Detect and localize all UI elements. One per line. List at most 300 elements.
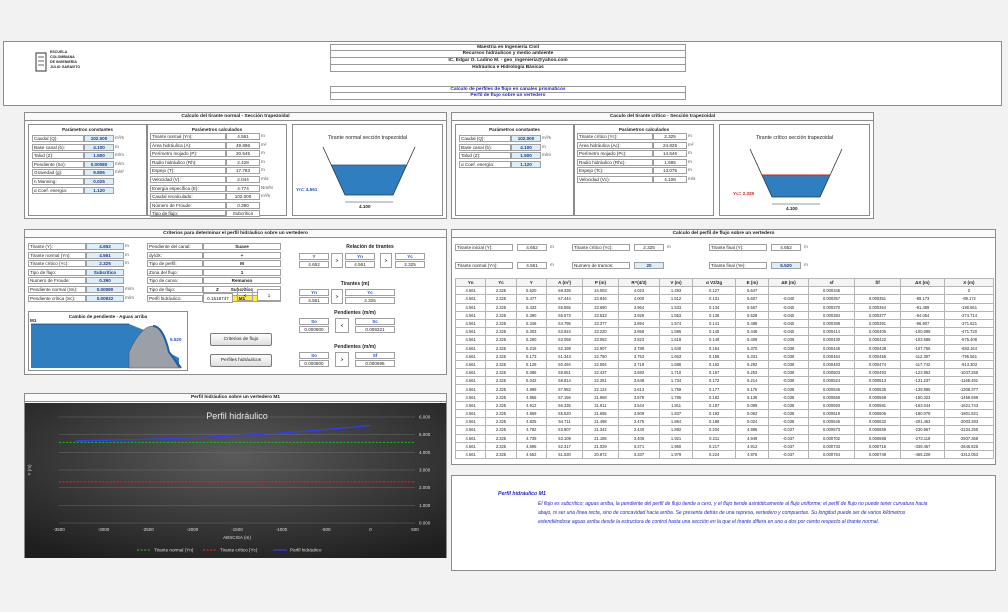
y-tick-label: 1.000: [419, 502, 431, 508]
profile-field-value[interactable]: 20: [634, 262, 664, 269]
param-label: Perímetro mojado (P):: [150, 150, 226, 157]
table-cell: 57.156: [546, 393, 582, 401]
table-cell: -1621.743: [944, 401, 993, 409]
param-value[interactable]: 1.120: [511, 161, 541, 168]
table-cell: 2.325: [486, 352, 516, 360]
rel-compare: >: [331, 253, 343, 268]
y-tick-label: 6.000: [419, 414, 431, 420]
table-cell: 5.260: [516, 336, 546, 344]
param-label: Radio hidráulico (Rh):: [150, 159, 226, 166]
param-label: Velocidad (V):: [150, 176, 226, 183]
profile-field-unit: m: [804, 244, 808, 249]
param-unit: m³/s: [542, 135, 551, 140]
table-cell: 53.109: [546, 434, 582, 442]
param-value[interactable]: 102.000: [511, 135, 541, 142]
column-header: Yc: [486, 279, 516, 287]
table-cell: 1.759: [660, 385, 693, 393]
logo-line: JULIO GARAVITO: [50, 65, 81, 69]
param-value: 2.044: [226, 176, 260, 183]
table-cell: 4.561: [456, 434, 486, 442]
criteria-label: Pendiente normal (Sn):: [28, 286, 86, 293]
table-cell: -0.037: [769, 450, 809, 458]
table-cell: 0.198: [692, 418, 736, 426]
table-cell: 54.711: [546, 418, 582, 426]
table-cell: -913.303: [944, 360, 993, 368]
param-value[interactable]: 1.500: [84, 152, 114, 159]
table-cell: 0.141: [692, 319, 736, 327]
table-cell: 0.145: [692, 328, 736, 336]
table-cell: 5.409: [736, 336, 769, 344]
param-value[interactable]: 1.120: [84, 187, 114, 194]
criteria-value: 0.00932: [86, 295, 124, 302]
profile-field-value: 4.561: [517, 262, 547, 269]
table-cell: -0.040: [769, 328, 809, 336]
table-cell: 21.029: [583, 442, 619, 450]
table-cell: 2.325: [486, 434, 516, 442]
table-cell: 21.811: [583, 401, 619, 409]
table-cell: 4.561: [456, 410, 486, 418]
table-cell: 0.000377: [854, 311, 900, 319]
profile-field-unit: m: [550, 244, 554, 249]
table-cell: -0.038: [769, 385, 809, 393]
table-row: [456, 328, 994, 336]
table-cell: 0.000503: [809, 369, 855, 377]
profile-field-label: Tirante final (Ye):: [709, 262, 767, 269]
param-unit: m/s²: [115, 169, 124, 175]
column-header: α V2/2g: [692, 279, 736, 287]
x-tick-label: 500: [411, 527, 419, 532]
column-header: Yn: [456, 279, 486, 287]
table-cell: 1.950: [660, 442, 693, 450]
normal-calculated-box: [147, 124, 287, 216]
param-label: Talud (Z):: [32, 152, 84, 159]
param-value[interactable]: 102.000: [84, 135, 114, 142]
param-unit: [260, 210, 274, 217]
table-cell: 0.000430: [809, 336, 855, 344]
table-cell: 21.498: [583, 418, 619, 426]
param-unit: m: [688, 133, 692, 138]
table-cell: 1.837: [660, 410, 693, 418]
tir-value-yc: 2.325: [345, 297, 395, 304]
table-cell: 0.000733: [809, 442, 855, 450]
table-cell: 59.651: [546, 369, 582, 377]
table-row: [456, 311, 994, 319]
tir-head-yn: Yn: [299, 289, 329, 296]
param-label: Perímetro mojado (Pc):: [577, 150, 653, 157]
table-cell: 5.214: [736, 377, 769, 385]
note-panel: [451, 475, 996, 571]
criteria-label: Tipo de curva:: [147, 277, 203, 284]
table-cell: 53.907: [546, 426, 582, 434]
table-cell: 0.000455: [854, 352, 900, 360]
criteria-result: 1: [203, 269, 281, 276]
table-cell: 3.929: [618, 311, 660, 319]
table-row: [456, 393, 994, 401]
table-cell: -465.228: [900, 450, 944, 458]
table-cell: 4.561: [456, 311, 486, 319]
table-cell: 4.986: [736, 426, 769, 434]
criteria-label: Perfil hidráulico:: [147, 295, 203, 302]
table-cell: 0.000364: [854, 303, 900, 311]
table-cell: 20.872: [583, 450, 619, 458]
table-cell: 0.131: [692, 295, 736, 303]
table-cell: 0.000581: [854, 401, 900, 409]
table-cell: 4.023: [618, 287, 660, 295]
sheet-subtitle: Calculo de perfiles de flujo en canales prismaticos: [330, 86, 686, 93]
table-cell: 5.528: [736, 311, 769, 319]
param-label: Espejo (T):: [150, 167, 226, 174]
table-cell: -0.037: [769, 426, 809, 434]
criteria-label: dy/dX:: [147, 252, 203, 259]
criteria-label: Tirante normal (Yn):: [28, 252, 86, 259]
table-row: [456, 450, 994, 458]
param-unit: [260, 202, 274, 209]
table-cell: 0.000446: [809, 344, 855, 352]
criteria-result: +: [203, 252, 281, 259]
table-cell: 0.000524: [809, 377, 855, 385]
table-cell: -0.039: [769, 369, 809, 377]
table-cell: 0.149: [692, 336, 736, 344]
rel-value-yc: 2.325: [395, 261, 425, 268]
param-value[interactable]: 4.100: [511, 144, 541, 151]
section-title: Parámetros calculados: [618, 127, 670, 132]
x-tick-label: 0: [369, 527, 372, 532]
profile-chart: [25, 403, 446, 558]
table-cell: 1.663: [660, 352, 693, 360]
table-cell: -1037.255: [944, 369, 993, 377]
table-cell: 2.325: [486, 311, 516, 319]
param-value[interactable]: 4.100: [84, 144, 114, 151]
logo-line: ESCUELA: [50, 50, 68, 54]
table-cell: 0.000702: [809, 434, 855, 442]
pend2-value-so: 0.000800: [299, 360, 329, 367]
table-cell: 4.561: [456, 385, 486, 393]
table-cell: 67.444: [546, 295, 582, 303]
table-cell: 5.607: [736, 295, 769, 303]
table-cell: 22.594: [583, 360, 619, 368]
criteria-value: 2.325: [86, 260, 124, 267]
profile-field-label: Tirante normal (Yn):: [455, 262, 513, 269]
logo-line: COLOMBIANA: [50, 55, 75, 59]
tirantes-title: Tirantes (m): [340, 281, 370, 287]
table-cell: 2.325: [486, 450, 516, 458]
figure-title: Tirante crítico sección trapezoidal: [755, 135, 834, 141]
profile-field-value: 2.325: [634, 244, 664, 251]
param-value[interactable]: 9.806: [84, 169, 114, 176]
table-cell: 0.000422: [854, 336, 900, 344]
table-cell: 5.099: [736, 401, 769, 409]
table-cell: 60.494: [546, 360, 582, 368]
header-line: Hidráulica e Hidrología Básicas: [330, 65, 686, 72]
table-cell: -1458.699: [944, 393, 993, 401]
param-value: 20.545: [226, 150, 260, 157]
pend1-compare: <: [335, 318, 349, 333]
table-cell: 1.640: [660, 344, 693, 352]
table-cell: 4.561: [456, 377, 486, 385]
table-cell: 4.561: [456, 328, 486, 336]
table-cell: -0.037: [769, 434, 809, 442]
criteria-label: Pendiente del canal:: [147, 243, 203, 250]
criteria-unit: m: [125, 243, 129, 248]
table-cell: -0.038: [769, 401, 809, 409]
criteria-result: Suave: [203, 243, 281, 250]
table-cell: 3.371: [618, 442, 660, 450]
table-cell: -94.054: [900, 311, 944, 319]
table-cell: -0.040: [769, 295, 809, 303]
table-cell: -0.038: [769, 418, 809, 426]
table-cell: 4.999: [516, 385, 546, 393]
table-cell: 4.949: [736, 434, 769, 442]
table-cell: 0.187: [692, 401, 736, 409]
table-cell: 0.000558: [854, 393, 900, 401]
section-title: Parámetros constantes: [489, 127, 540, 132]
y-axis-label: Y (m): [27, 464, 32, 476]
param-value: 24.825: [653, 142, 687, 149]
table-cell: -274.714: [944, 311, 993, 319]
criteria-panel: [24, 229, 447, 375]
table-cell: 2.325: [486, 393, 516, 401]
param-value: 0.390: [226, 202, 260, 209]
table-cell: -2507.368: [944, 434, 993, 442]
profile-field-label: Tirante inicial (Y):: [455, 244, 513, 251]
table-cell: -180.661: [944, 303, 993, 311]
table-cell: 5.176: [736, 385, 769, 393]
column-header: Y: [516, 279, 546, 287]
table-cell: 0.000391: [854, 319, 900, 327]
param-unit: m²: [688, 141, 694, 147]
normal-section-figure: [292, 124, 443, 216]
table-cell: 0.158: [692, 352, 736, 360]
param-label: α Coef. energía:: [32, 187, 84, 194]
table-cell: 4.561: [456, 336, 486, 344]
table-cell: 5.647: [736, 287, 769, 295]
profile-field-value[interactable]: 5.520: [771, 262, 801, 269]
table-cell: -0.039: [769, 352, 809, 360]
table-cell: 3.894: [618, 319, 660, 327]
criteria-unit: m/m: [125, 294, 134, 300]
table-cell: -683.164: [944, 344, 993, 352]
table-cell: -112.397: [900, 352, 944, 360]
rel-head-y: Y: [299, 253, 329, 260]
table-cell: 5.488: [736, 319, 769, 327]
rel-head-yn: Yn: [345, 253, 375, 260]
table-cell: 65.673: [546, 311, 582, 319]
table-cell: 2.325: [486, 303, 516, 311]
table-cell: 21.185: [583, 434, 619, 442]
criteria-value: Subcrítico: [86, 269, 124, 276]
table-cell: 4.561: [456, 418, 486, 426]
pend1-head-so: So: [299, 318, 329, 325]
table-cell: 0.204: [692, 426, 736, 434]
pend1-value-so: 0.000800: [299, 326, 329, 333]
legend-label: Perfil hidráulico: [290, 547, 322, 553]
table-cell: 0.134: [692, 303, 736, 311]
criteria-label: Tipo de perfil:: [147, 260, 203, 267]
hydraulic-profiles-button[interactable]: Perfiles hidráulicos: [210, 354, 272, 367]
profile-table: [455, 278, 994, 459]
profile-field-label: Numero de tramos:: [572, 262, 630, 269]
table-cell: 23.063: [583, 336, 619, 344]
table-cell: -0.039: [769, 360, 809, 368]
table-cell: 0.000593: [809, 401, 855, 409]
base-label: 4.100: [359, 204, 371, 209]
param-label: Velocidad (Vc):: [577, 176, 653, 183]
critical-depth-panel: [451, 112, 874, 219]
criteria-value: 4.561: [86, 252, 124, 259]
param-unit: m/m: [542, 152, 551, 158]
param-value: 2.428: [226, 159, 260, 166]
param-label: Área hidráulica (A):: [150, 142, 226, 149]
criteria-unit: [124, 269, 140, 276]
param-label: Radio hidráulico (Rhc):: [577, 159, 653, 166]
table-cell: -2003.283: [944, 418, 993, 426]
param-value: 2.325: [653, 133, 687, 140]
table-cell: 57.982: [546, 385, 582, 393]
column-header: E (m): [736, 279, 769, 287]
criteria-value: 0.390: [86, 277, 124, 284]
rel-head-yc: Yc: [395, 253, 425, 260]
param-unit: m³/s: [261, 193, 270, 199]
criteria-unit: m: [125, 251, 129, 257]
table-cell: 4.876: [736, 450, 769, 458]
table-cell: 5.062: [736, 410, 769, 418]
table-cell: 21.342: [583, 426, 619, 434]
table-cell: 0.000370: [809, 303, 855, 311]
table-cell: 0.000513: [854, 377, 900, 385]
table-cell: 0.000688: [854, 434, 900, 442]
table-cell: 52.317: [546, 442, 582, 450]
param-label: Espejo (Tc):: [577, 167, 653, 174]
param-unit: m³/s: [115, 135, 124, 140]
table-cell: 0.000351: [854, 295, 900, 303]
table-cell: -339.457: [900, 442, 944, 450]
column-header: V (m): [660, 279, 693, 287]
criteria-result: M: [203, 260, 281, 267]
x-tick-label: -2000: [186, 527, 199, 532]
table-cell: 1.596: [660, 328, 693, 336]
table-cell: 1.785: [660, 393, 693, 401]
param-unit: m: [688, 167, 692, 173]
legend-label: Tirante crítico (Yc): [220, 547, 258, 553]
table-cell: 5.042: [516, 377, 546, 385]
criteria-label: Tipo de flujo:: [147, 286, 203, 293]
table-cell: 3.406: [618, 434, 660, 442]
table-row: [456, 369, 994, 377]
pend2-title: Pendientes (m/m): [334, 344, 376, 350]
param-unit: m: [261, 150, 265, 156]
table-cell: -139.885: [900, 385, 944, 393]
param-unit: m/m: [115, 152, 124, 158]
table-cell: 3.544: [618, 401, 660, 409]
profile-field-unit: [666, 262, 678, 269]
table-cell: 0.000764: [809, 450, 855, 458]
table-cell: 5.477: [516, 295, 546, 303]
table-cell: 4.652: [516, 450, 546, 458]
table-row: [456, 352, 994, 360]
note-title: Perfil hidráulico M1: [498, 491, 546, 497]
header-panel: [3, 41, 1002, 106]
table-cell: 0.000749: [854, 450, 900, 458]
header-email[interactable]: IC. Edgar O. Ladino M. - geo_ingenieria@yahoo.com: [330, 58, 686, 65]
depth-label: Yc= 2.325: [733, 191, 755, 196]
table-cell: 3.509: [618, 410, 660, 418]
table-cell: 2.325: [486, 442, 516, 450]
table-cell: -163.044: [900, 401, 944, 409]
param-label: Número de Froude:: [150, 202, 226, 209]
table-cell: -123.952: [900, 369, 944, 377]
table-cell: 1.493: [660, 287, 693, 295]
relation-title: Relación de tirantes: [346, 244, 394, 250]
table-cell: 62.198: [546, 344, 582, 352]
param-label: Talud (Z):: [459, 152, 511, 159]
param-value: 17.783: [226, 167, 260, 174]
table-cell: 61.343: [546, 352, 582, 360]
param-unit: m: [261, 133, 265, 138]
param-unit: Nm/N: [261, 184, 273, 190]
x-axis-label: ABSCISA (m): [223, 535, 251, 540]
table-cell: -2234.250: [944, 426, 993, 434]
table-cell: 5.253: [736, 369, 769, 377]
table-cell: 4.561: [456, 360, 486, 368]
table-cell: 4.695: [516, 442, 546, 450]
table-cell: 0.000384: [809, 311, 855, 319]
param-value[interactable]: 1.500: [511, 152, 541, 159]
y-tick-label: 4.000: [419, 449, 431, 455]
logo-line: DE INGENIERÍA: [50, 60, 77, 64]
table-cell: 22.281: [583, 377, 619, 385]
table-cell: 0.000483: [809, 360, 855, 368]
depth-label: Yn= 4.561: [296, 187, 318, 192]
legend-label: Tirante normal (Yn): [154, 547, 194, 553]
column-header: R^(4/3): [618, 279, 660, 287]
table-cell: 1.553: [660, 311, 693, 319]
table-cell: 2.325: [486, 360, 516, 368]
table-cell: 22.437: [583, 369, 619, 377]
table-cell: 1.864: [660, 418, 693, 426]
table-cell: 4.000: [618, 295, 660, 303]
table-cell: 3.858: [618, 328, 660, 336]
pend1-title: Pendientes (m/m): [334, 310, 376, 316]
table-cell: -1168.492: [944, 377, 993, 385]
table-cell: 5.520: [516, 287, 546, 295]
table-cell: 2.325: [486, 410, 516, 418]
param-label: Caudal (Q):: [32, 135, 84, 142]
y-tick-label: 2.000: [419, 485, 431, 491]
table-cell: -0.039: [769, 336, 809, 344]
column-header: A (m²): [546, 279, 582, 287]
rel-value-y: 4.652: [299, 261, 329, 268]
table-cell: -575.408: [944, 336, 993, 344]
profile-field-label: Tirante final (Y):: [709, 244, 767, 251]
param-value[interactable]: 0.00080: [84, 161, 114, 168]
param-value[interactable]: 0.025: [84, 178, 114, 185]
table-cell: 1.710: [660, 369, 693, 377]
table-cell: 0.217: [692, 442, 736, 450]
param-label: n Manning:: [32, 178, 84, 185]
criteria-unit: m: [125, 260, 129, 266]
flow-criteria-button[interactable]: Criterios de flujo: [210, 333, 272, 346]
table-cell: 5.390: [516, 311, 546, 319]
table-cell: 0.000493: [854, 369, 900, 377]
criteria-result: M1: [203, 295, 281, 302]
table-cell: -180.078: [900, 410, 944, 418]
panel-title: Calculo del tirante normal - Sección trapezoidal: [25, 113, 446, 121]
rel-value-yn: 4.561: [345, 261, 375, 268]
param-label: Energía específica (E):: [150, 185, 226, 192]
param-unit: m/m: [115, 160, 124, 166]
param-unit: [541, 161, 555, 168]
table-cell: 4.561: [456, 319, 486, 327]
